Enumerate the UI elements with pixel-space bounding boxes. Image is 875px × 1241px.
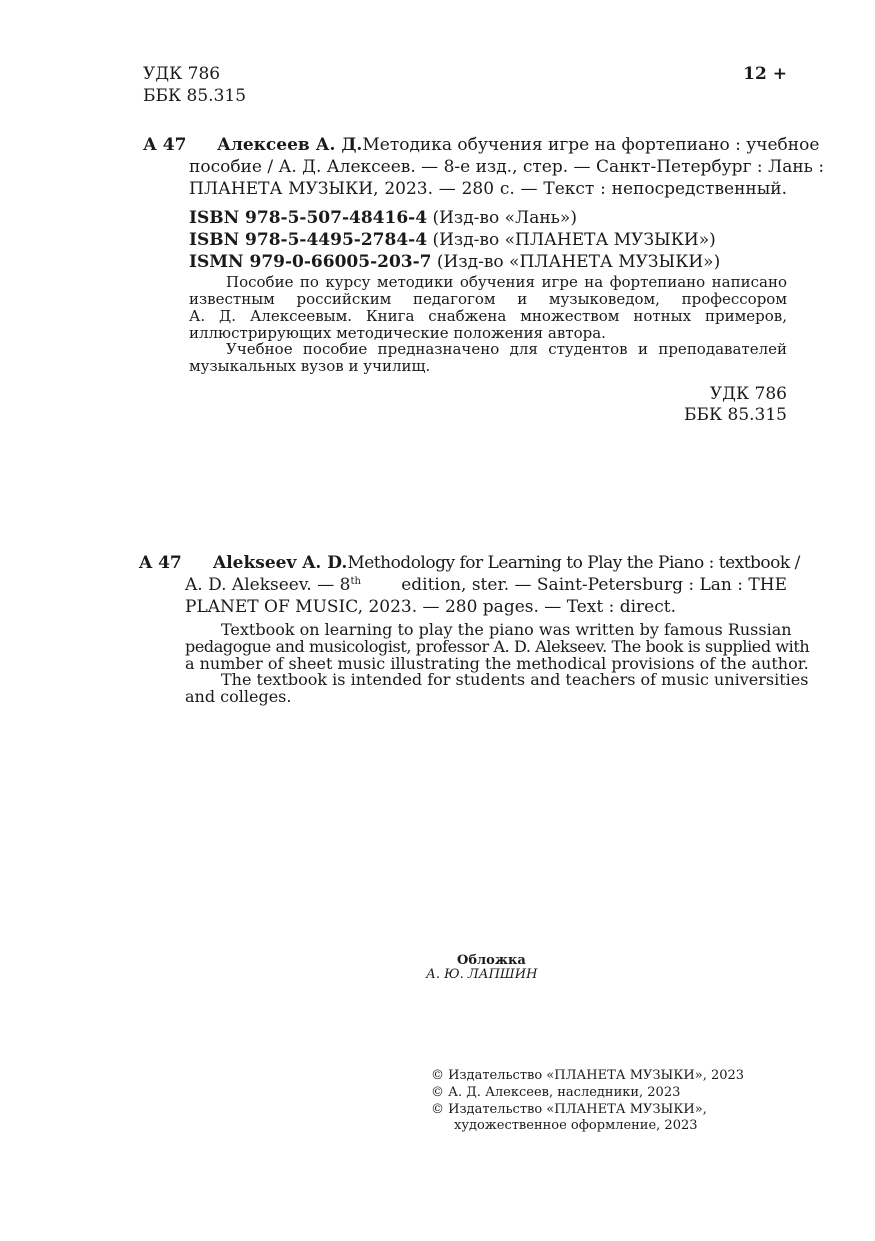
- copyright-line-4: художественное оформление, 2023: [454, 1118, 698, 1133]
- cover-artist: А. Ю. ЛАПШИН: [426, 967, 538, 982]
- copyright-line-2: © А. Д. Алексеев, наследники, 2023: [431, 1085, 681, 1100]
- age-rating: 12 +: [743, 64, 787, 84]
- ismn-line: [189, 251, 720, 273]
- ru-abstract-line-6: музыкальных вузов и училищ.: [189, 357, 431, 375]
- ru-title: Методика обучения игре на фортепиано : учебное: [362, 135, 820, 155]
- isbn-line-2: [189, 229, 716, 251]
- ru-abstract-line-2: известным российским педагогом и музыковедом, профессором: [189, 290, 787, 308]
- ru-title-line-2: пособие / А. Д. Алексеев. — 8-е изд., стер. — Санкт-Петербург : Лань :: [189, 157, 825, 177]
- ordinal-suffix: th: [350, 576, 361, 587]
- header-bbk: ББК 85.315: [143, 86, 247, 106]
- en-abstract-line-4: The textbook is intended for students and teachers of music universities: [221, 670, 809, 689]
- en-abstract-line-1: Textbook on learning to play the piano was written by famous Russian: [221, 620, 792, 639]
- en-author: Alekseev A. D.: [213, 553, 348, 573]
- copyright-line-3: © Издательство «ПЛАНЕТА МУЗЫКИ»,: [431, 1102, 707, 1117]
- en-title: Methodology for Learning to Play the Piano : textbook /: [347, 553, 800, 573]
- ru-abstract-line-3: А. Д. Алексеевым. Книга снабжена множеством нотных примеров,: [189, 307, 787, 325]
- en-index-code: A 47: [139, 553, 182, 573]
- ru-bbk: ББК 85.315: [683, 405, 787, 425]
- ru-abstract-line-4: иллюстрирующих методические положения автора.: [189, 324, 606, 342]
- header-udk: УДК 786: [143, 64, 221, 84]
- ru-author: Алексеев А. Д.: [217, 135, 363, 155]
- isbn-publisher: (Изд-во «Лань»): [432, 208, 577, 228]
- en-title-line-3: PLANET OF MUSIC, 2023. — 280 pages. — Text : direct.: [185, 597, 676, 617]
- cover-label: Обложка: [457, 953, 526, 968]
- en-edition-pre: A. D. Alekseev. — 8th: [185, 575, 361, 595]
- isbn-number: ISBN 978-5-4495-2784-4: [189, 230, 428, 250]
- en-abstract-line-2: pedagogue and musicologist, professor A. D. Alekseev. The book is supplied with: [185, 637, 810, 656]
- ru-abstract-line-1: Пособие по курсу методики обучения игре на фортепиано написано: [226, 273, 787, 291]
- ismn-publisher: (Изд-во «ПЛАНЕТА МУЗЫКИ»): [436, 252, 721, 272]
- isbn-line-1: [189, 207, 577, 229]
- en-title-line-2: [185, 574, 787, 596]
- copyright-line-1: © Издательство «ПЛАНЕТА МУЗЫКИ», 2023: [431, 1068, 745, 1083]
- isbn-publisher: (Изд-во «ПЛАНЕТА МУЗЫКИ»): [432, 230, 716, 250]
- ru-title-line-1: [217, 134, 820, 156]
- isbn-number: ISBN 978-5-507-48416-4: [189, 208, 428, 228]
- ismn-number: ISMN 979-0-66005-203-7: [189, 252, 432, 272]
- en-title-line-1: [213, 552, 800, 574]
- en-abstract-line-5: and colleges.: [185, 687, 292, 706]
- en-abstract-line-3: a number of sheet music illustrating the methodical provisions of the author.: [185, 654, 809, 673]
- ru-udk: УДК 786: [709, 384, 787, 404]
- ru-index-code: А 47: [143, 135, 187, 155]
- ru-title-line-3: ПЛАНЕТА МУЗЫКИ, 2023. — 280 с. — Текст : непосредственный.: [189, 179, 787, 199]
- en-edition-post: edition, ster. — Saint-Petersburg : Lan : THE: [401, 575, 787, 595]
- ru-abstract-line-5: Учебное пособие предназначено для студентов и преподавателей: [226, 340, 787, 358]
